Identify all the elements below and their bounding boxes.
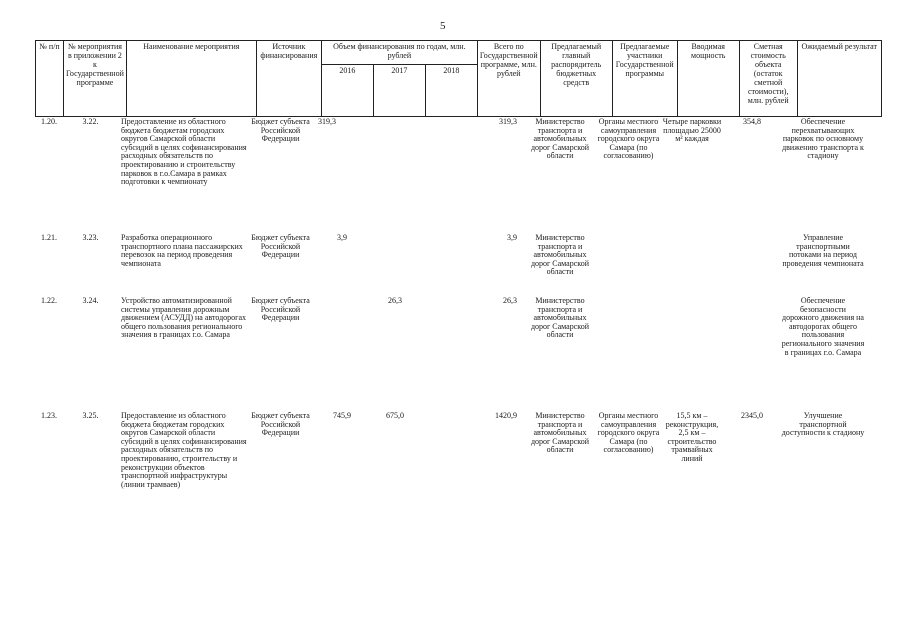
row-total: 319,3 [499, 117, 517, 126]
header-name: Наименование мероприятия [126, 41, 256, 117]
page-number: 5 [440, 20, 446, 32]
row-2016: 745,9 [333, 411, 351, 420]
header-cost: Сметная стоимость объекта (остаток сметной стоимости), млн. рублей [739, 41, 797, 117]
row-source: Бюджет субъекта Российской Федерации [251, 233, 310, 260]
header-capacity: Вводимая мощность [677, 41, 739, 117]
row-source: Бюджет субъекта Российской Федерации [251, 411, 310, 438]
header-result: Ожидаемый результат [797, 41, 881, 117]
header-year-2016: 2016 [321, 65, 373, 117]
row-capacity: Четыре парковки площадью 25000 м² каждая [662, 117, 722, 144]
row-2016: 3,9 [337, 233, 347, 242]
row-2017: 26,3 [388, 296, 402, 305]
row-num: 1.20. [41, 117, 57, 126]
row-participants: Органы местного самоуправления городского округа Самара (по согласованию) [597, 411, 660, 455]
header-year-2017: 2017 [373, 65, 425, 117]
row-num: 1.22. [41, 296, 57, 305]
row-manager: Министерство транспорта и автомобильных дорог Самарской области [530, 296, 590, 340]
row-2017: 675,0 [386, 411, 404, 420]
row-capacity: 15,5 км – реконструкция, 2,5 км – строительство трамвайных линий [665, 411, 719, 463]
row-result: Обеспечение перехватывающих парковок по основному движению транспорта к стадиону [782, 117, 864, 161]
row-event-num: 3.24. [82, 296, 99, 305]
row-name: Предоставление из областного бюджета бюджетам городских округов Самарской области субсидий в целях софинансирования расходных обязательств по проектированию, строительству и реконструкции объектов транспортной инфраструктуры (линии трамваев) [121, 411, 247, 489]
row-source: Бюджет субъекта Российской Федерации [251, 296, 310, 323]
header-manager: Предлагаемый главный распорядитель бюджетных средств [540, 41, 612, 117]
header-num: № п/п [36, 41, 64, 117]
row-event-num: 3.22. [82, 117, 99, 126]
row-result: Улучшение транспортной доступности к стадиону [781, 411, 865, 438]
row-cost: 2345,0 [741, 411, 763, 420]
row-source: Бюджет субъекта Российской Федерации [251, 117, 310, 144]
header-participants: Предлагаемые участники Государственной программы [612, 41, 677, 117]
row-manager: Министерство транспорта и автомобильных дорог Самарской области [530, 117, 590, 161]
row-num: 1.23. [41, 411, 57, 420]
row-total: 26,3 [503, 296, 517, 305]
row-2016: 319,3 [318, 117, 336, 126]
row-name: Разработка операционного транспортного плана пассажирских перевозок на период проведения чемпионата [121, 233, 243, 268]
row-total: 1420,9 [495, 411, 517, 420]
row-cost: 354,8 [743, 117, 761, 126]
header-event-num: № мероприятия в приложении 2 к Государственной программе [64, 41, 127, 117]
row-participants: Органы местного самоуправления городского округа Самара (по согласованию) [597, 117, 660, 161]
header-year-2018: 2018 [425, 65, 477, 117]
row-result: Управление транспортными потоками на период проведения чемпионата [782, 233, 864, 268]
row-name: Предоставление из областного бюджета бюджетам городских округов Самарской области субсидий в целях софинансирования расходных обязательств по проектированию и строительству парковок в г.о.Самара в рамках подготовки к чемпионату [121, 117, 247, 187]
row-result: Обеспечение безопасности дорожного движения на автодорогах общего пользования регионального значения в границах г.о. Самара [781, 296, 865, 357]
row-event-num: 3.23. [82, 233, 99, 242]
header-source: Источник финансирования [256, 41, 321, 117]
row-total: 3,9 [507, 233, 517, 242]
row-num: 1.21. [41, 233, 57, 242]
row-event-num: 3.25. [82, 411, 99, 420]
header-total: Всего по Государственной программе, млн. рублей [477, 41, 540, 117]
header-volume: Объем финансирования по годам, млн. рублей [321, 41, 477, 65]
row-manager: Министерство транспорта и автомобильных дорог Самарской области [530, 233, 590, 277]
table-header [35, 40, 882, 117]
row-name: Устройство автоматизированной системы управления дорожным движением (АСУДД) на автодорогах общего пользования регионального значения в границах г.о. Самара [121, 296, 247, 340]
row-manager: Министерство транспорта и автомобильных дорог Самарской области [530, 411, 590, 455]
